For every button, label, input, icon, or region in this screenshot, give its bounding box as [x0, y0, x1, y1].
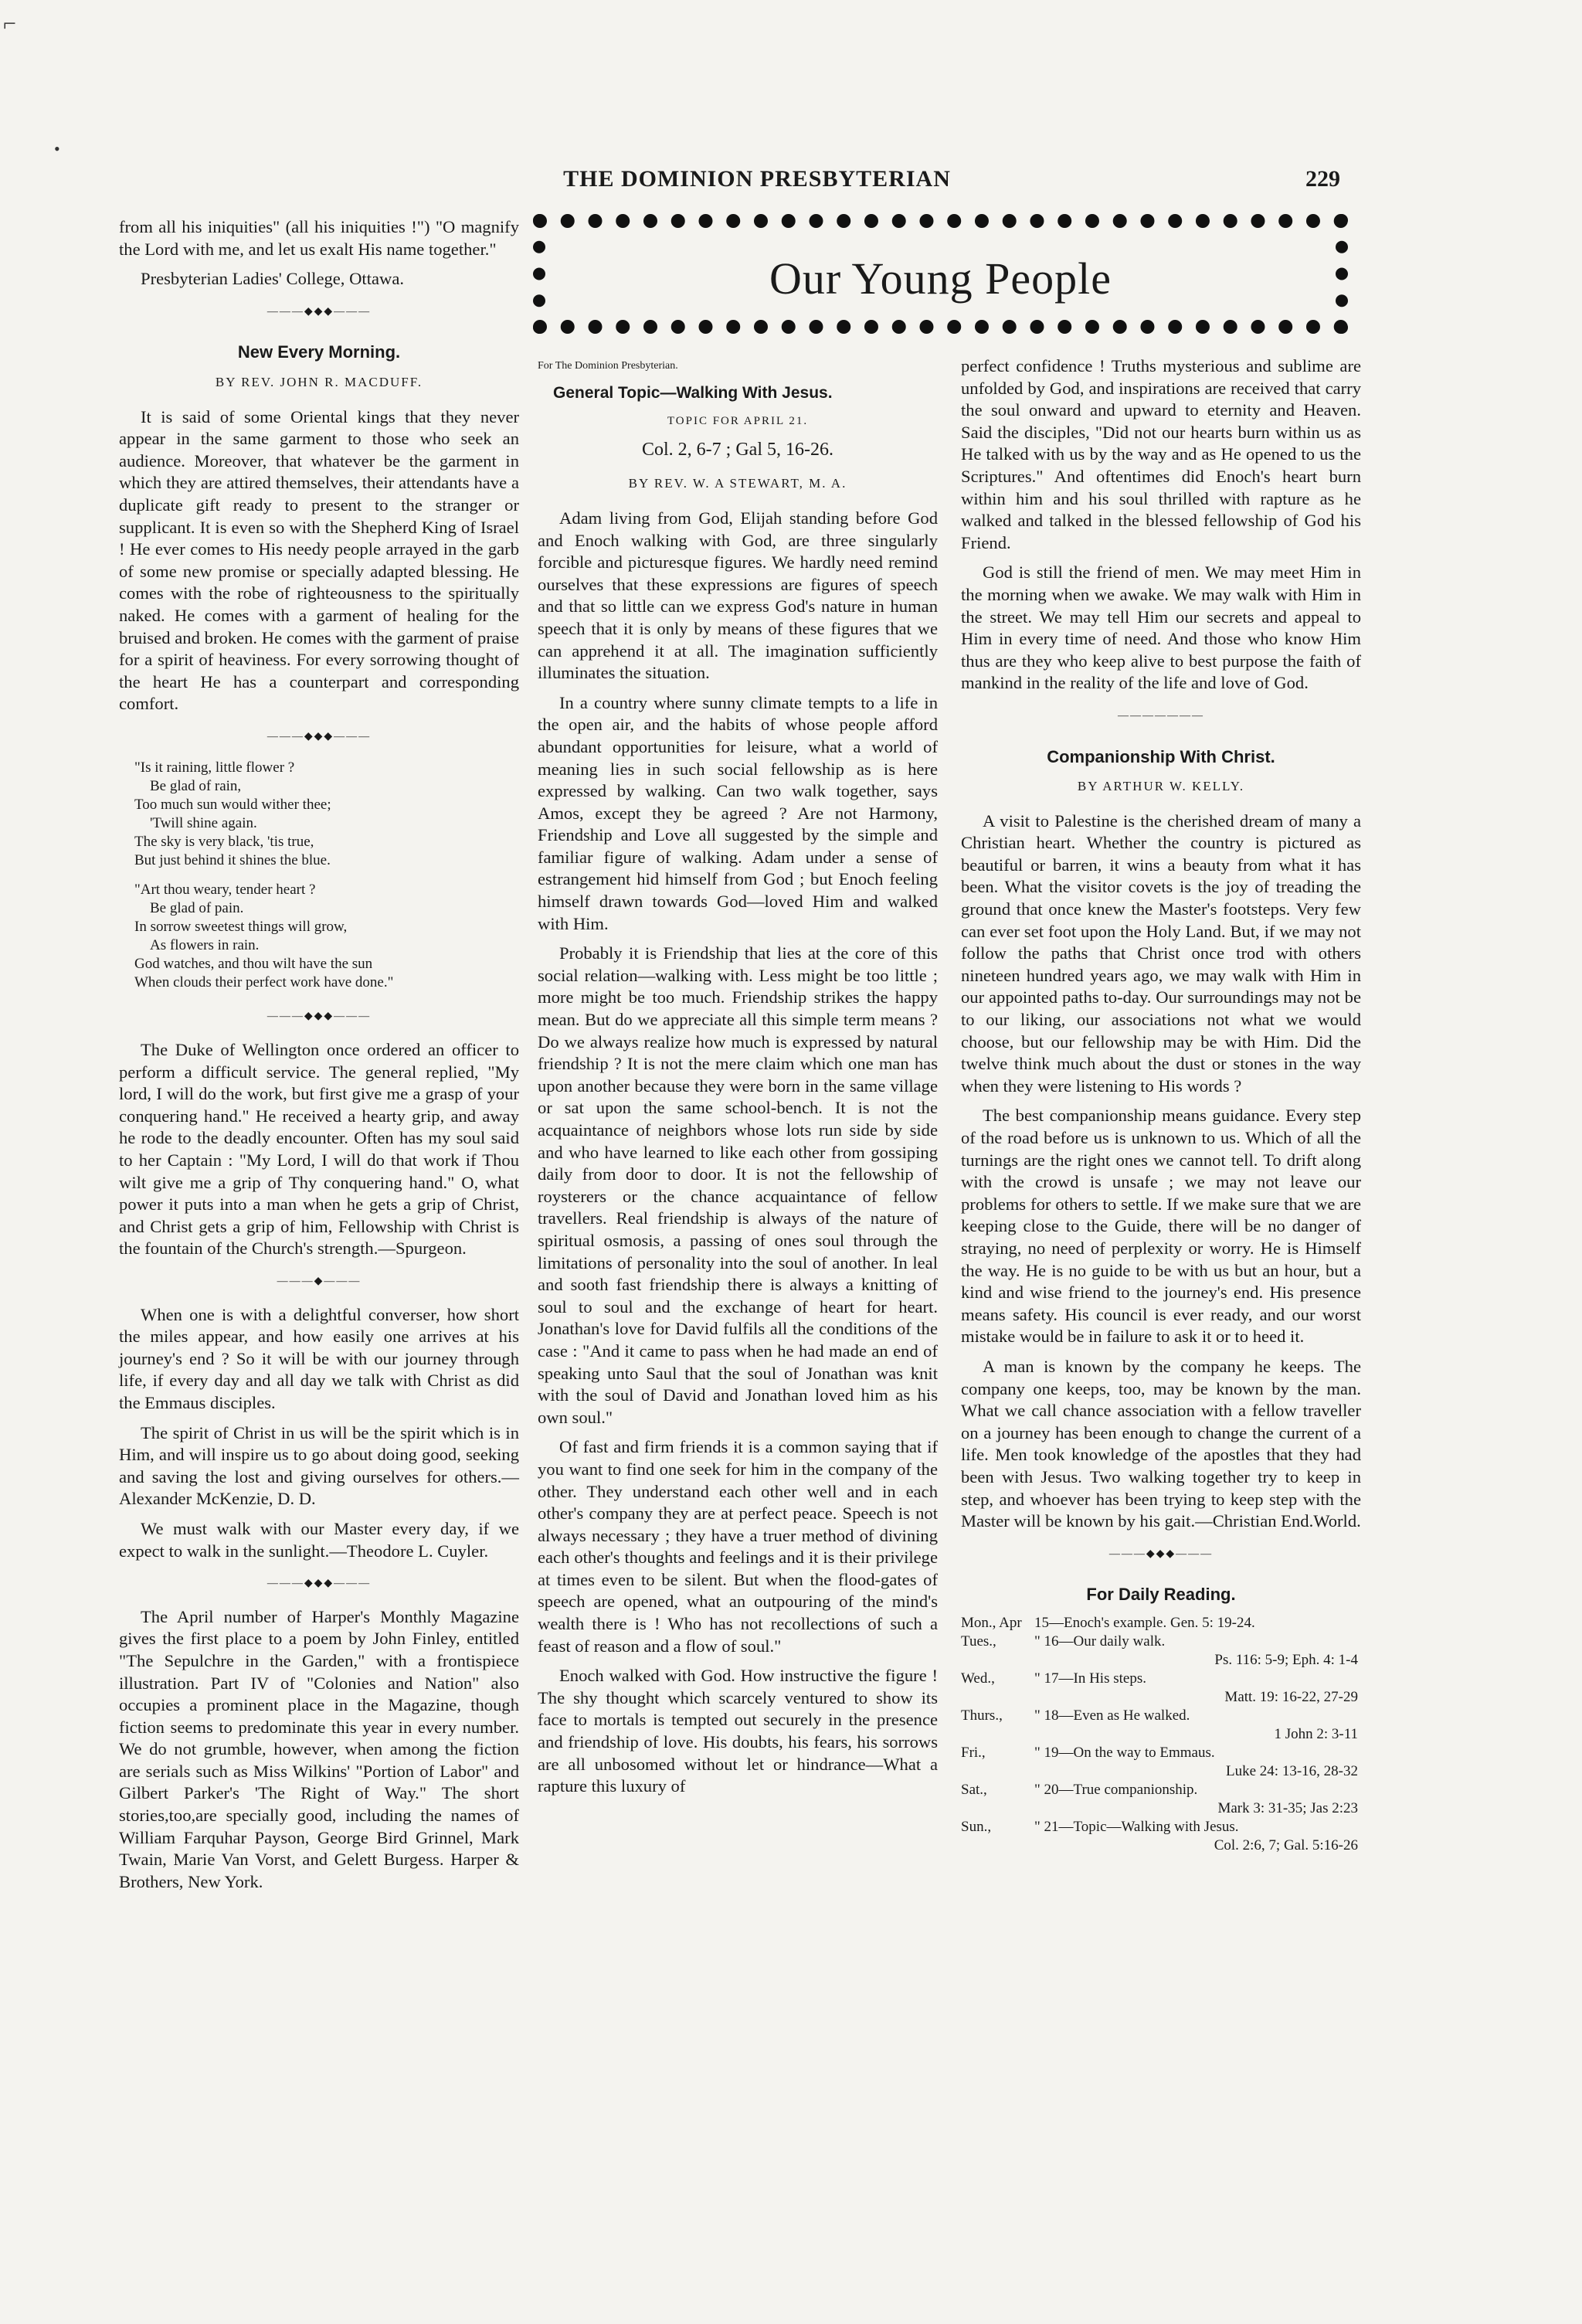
column-middle	[538, 355, 938, 1932]
reading-day: Sat.,	[961, 1781, 987, 1798]
poem-line: Be glad of rain,	[150, 778, 242, 795]
reading-text: " 16—Our daily walk.	[1034, 1633, 1166, 1650]
daily-reading-title: For Daily Reading.	[1086, 1585, 1236, 1605]
reading-item	[961, 1744, 1361, 1781]
reading-item	[961, 1707, 1361, 1744]
reading-text: " 18—Even as He walked.	[1034, 1707, 1190, 1724]
topic-credit: For The Dominion Presbyterian.	[538, 360, 678, 372]
reading-day: Sun.,	[961, 1818, 992, 1835]
poem-stanza	[134, 881, 519, 992]
reading-day: Tues.,	[961, 1633, 996, 1650]
poem-line: God watches, and thou wilt have the sun	[134, 956, 373, 973]
reading-text: " 20—True companionship.	[1034, 1781, 1198, 1798]
reading-ref: Col. 2:6, 7; Gal. 5:16-26	[1214, 1836, 1358, 1853]
reading-ref: Luke 24: 13-16, 28-32	[1226, 1762, 1358, 1779]
article-title-companionship: Companionship With Christ.	[1047, 746, 1275, 766]
topic-paragraph: Probably it is Friendship that lies at the core of this social relation—walking with. Less might be too little ; more might be too much. Friendship strikes the happy mean. But do we appreciate all this simple term means ? Do we always realize how much is expressed by natural friendship ? It is not the mere claim which one man has upon another because they were born in the same village or sat upon the same school-bench. It is not the acquaintance of neighbors whose lots run side by side and who have learned to like each other from gossiping daily from door to door. It is not the fellowship of roysterers or the chance acquaintance of fellow travellers. Real friendship is always of the nature of spiritual osmosis, a passing of ones soul through the limitations of personality into the soul of another. In leal and sooth fast friendship there is always a knitting of soul to soul and the exchange of heart for heart. Jonathan's love for David fulfils all the conditions of the case : "And it came to pass when he had made an end of speaking unto Saul that the soul of Jonathan was knit with the soul of David and Jonathan loved him as his own soul."	[538, 943, 938, 1427]
scan-dot-mark: •	[54, 139, 60, 158]
topic-paragraph: Adam living from God, Elijah standing before God and Enoch walking with God, are three singularly forcible and picturesque figures. We hardly need remind ourselves that these expressions are figures of speech and that so little can we express God's nature in human speech that it is only by means of these figures that we can apprehend it at all. The imagination sufficiently illuminates the situation.	[538, 508, 938, 683]
opening-credit: Presbyterian Ladies' College, Ottawa.	[141, 269, 404, 289]
reading-day: Wed.,	[961, 1670, 995, 1687]
topic-byline: BY REV. W. A STEWART, M. A.	[628, 476, 847, 491]
poem-stanza	[134, 759, 519, 870]
topic-paragraph: Enoch walked with God. How instructive the figure ! The shy thought which scarcely ventured to show its face to mortals is tempted out securely in the presence and friendship of love. His doubts, his fears, his sorrows are all unbosomed without let or hindrance—What a rapture this luxury of	[538, 1666, 938, 1796]
poem-line: Too much sun would wither thee;	[134, 797, 331, 814]
page-number: 229	[1305, 166, 1340, 192]
poem-line: 'Twill shine again.	[150, 815, 257, 832]
poem-line: Be glad of pain.	[150, 900, 244, 917]
section-title: Our Young People	[769, 253, 1112, 304]
poem	[134, 759, 519, 992]
reading-item	[961, 1633, 1361, 1670]
reading-text: " 17—In His steps.	[1034, 1670, 1146, 1687]
topic-continued-paragraph: perfect confidence ! Truths mysterious and sublime are unfolded by God, and inspirations are received that carry the soul onward and upward to eternity and Heaven. Said the disciples, "Did not our hearts burn within us as He talked with us by the way and as He opened to us the Scriptures." And oftentimes did Enoch's heart burn within him and his soul thrilled with rapture as he walked and talked in the blessed fellowship of God his Friend.	[961, 356, 1361, 552]
reading-text: 15—Enoch's example.	[1034, 1614, 1167, 1631]
divider: ———◆◆◆———	[1108, 1548, 1214, 1560]
reading-day: Fri.,	[961, 1744, 986, 1761]
reading-ref: 1 John 2: 3-11	[1274, 1725, 1358, 1742]
poem-line: When clouds their perfect work have done."	[134, 974, 394, 991]
reading-ref: Gen. 5: 19-24.	[1170, 1614, 1255, 1631]
topic-title: General Topic—Walking With Jesus.	[553, 383, 833, 402]
wellington-paragraph: The Duke of Wellington once ordered an officer to perform a difficult service. The general replied, "My lord, I will do the work, but first give me a grasp of your conquering hand." He received a hearty grip, and away he rode to the deadly encounter. Often has my soul said to her Captain : "My Lord, I will do that work if Thou wilt give me a grip of Thy conquering hand." O, what power it puts into a man when he gets a grip of Christ, and Christ gets a grip of him, Fellowship with Christ is the fountain of the Church's strength.—Spurgeon.	[119, 1040, 519, 1259]
divider: ———◆———	[277, 1276, 362, 1287]
poem-line: "Art thou weary, tender heart ?	[134, 882, 316, 899]
reading-text: " 21—Topic—Walking with Jesus.	[1034, 1818, 1239, 1835]
running-head	[0, 166, 1582, 197]
topic-date: TOPIC FOR APRIL 21.	[667, 415, 809, 428]
harpers-paragraph: The April number of Harper's Monthly Magazine gives the first place to a poem by John Finley, entitled "The Sepulchre in the Garden," with a frontispiece illustration. Part IV of "Colonies and Nation" also occupies a prominent place in the Magazine, though fiction seems to predominate this year in every number. We do not grumble, however, when among the fiction are serials such as Miss Wilkins' "Portion of Labor" and Gilbert Parker's 'The Right of Way." The short stories,too,are specially good, including the names of William Farquhar Payson, George Bird Grinnel, Mark Twain, Marie Van Vorst, and Gelett Burgess. Harper & Brothers, New York.	[119, 1606, 519, 1891]
topic-paragraph: Of fast and firm friends it is a common saying that if you want to find one seek for him in the company of the other. They understand each other well and in each other's company they are at perfect peace. Speech is not always necessary ; they have a truer method of divining each other's thoughts and feelings and it is their privilege at times even to be silent. But when the flood-gates of speech are opened, what an outpouring of the mind's wealth there is ! Who has not recollections of such a feast of reason and a flow of soul."	[538, 1437, 938, 1656]
companionship-paragraph: The best companionship means guidance. Every step of the road before us is unknown to us. Which of all the turnings are the right ones we cannot tell. To drift along with the crowd is unsafe ; we may not leave our problems for others to settle. If we make sure that we are keeping close to the Guide, there will be no danger of straying, no need of perplexity or worry. He is Himself the way. He is no guide to be with us but an hour, but a kind and wise friend to the journey's end. His presence means safety. His council is ever ready, and our worst mistake would be in failure to ask it or to heed it.	[961, 1106, 1361, 1347]
divider: ———◆◆◆———	[266, 305, 372, 318]
opening-text: from all his iniquities" (all his iniquities !") "O magnify the Lord with me, and let us exalt His name together."	[119, 217, 519, 259]
reading-item	[961, 1781, 1361, 1818]
reading-ref: Matt. 19: 16-22, 27-29	[1224, 1688, 1358, 1705]
topic-paragraph: In a country where sunny climate tempts to a life in the open air, and the habits of whose people afford abundant opportunities for leisure, what a world of meaning lies in such social fellowship as is here expressed by walking. Can two walk together, says Amos, except they be agreed ? Are not Harmony, Friendship and Love all suggested by the simple and familiar figure of walking. Adam under a sense of estrangement hid himself from God ; but Enoch feeling himself drawn towards God—loved Him and walked with Him.	[538, 692, 938, 933]
reading-item	[961, 1614, 1361, 1633]
divider: ———◆◆◆———	[266, 1578, 372, 1590]
reading-ref: Mark 3: 31-35; Jas 2:23	[1217, 1799, 1358, 1816]
column-right	[961, 355, 1361, 1853]
walk-master-paragraph: We must walk with our Master every day, if we expect to walk in the sunlight.—Theodore L. Cuyler.	[119, 1518, 519, 1561]
reading-item	[961, 1670, 1361, 1707]
divider: ———◆◆◆———	[266, 1011, 372, 1023]
poem-line: In sorrow sweetest things will grow,	[134, 919, 348, 936]
article-body: It is said of some Oriental kings that they never appear in the same garment to those who seek an audience. Moreover, that whatever be the garment in which they are attired themselves, their attendants have a duplicate gift ready to present to the stranger or supplicant. It is even so with the Shepherd King of Israel ! He ever comes to His needy people arrayed in the garb of some new promise or specially adapted blessing. He comes with the robe of righteousness to the spiritually naked. He comes with a garment of healing for the bruised and broken. He comes with the garment of praise for a spirit of heaviness. For every sorrowing thought of the heart He has a counterpart and corresponding comfort.	[119, 406, 519, 714]
topic-scripture: Col. 2, 6-7 ; Gal 5, 16-26.	[642, 439, 833, 460]
poem-line: But just behind it shines the blue.	[134, 852, 331, 869]
reading-ref: Ps. 116: 5-9; Eph. 4: 1-4	[1214, 1651, 1358, 1668]
column-left	[119, 216, 519, 2086]
reading-item	[961, 1818, 1361, 1855]
topic-continued-paragraph: God is still the friend of men. We may meet Him in the morning when we awake. We may walk with Him in the street. We may tell Him our secrets and appeal to Him in every time of need. And those who know Him thus are they who keep alive to best purpose the faith of mankind in the reality of the life and love of God.	[961, 562, 1361, 693]
article-byline: BY ARTHUR W. KELLY.	[1077, 779, 1245, 794]
article-title-new-every-morning: New Every Morning.	[237, 342, 401, 362]
reading-day: Mon., Apr	[961, 1614, 1022, 1631]
poem-line: As flowers in rain.	[150, 937, 260, 954]
poem-line: "Is it raining, little flower ?	[134, 759, 295, 776]
scan-corner-mark: ⌐	[3, 11, 16, 36]
reading-day: Thurs.,	[961, 1707, 1003, 1724]
divider: ———◆◆◆———	[266, 730, 372, 742]
article-byline: BY REV. JOHN R. MACDUFF.	[215, 374, 423, 389]
spirit-paragraph: The spirit of Christ in us will be the spirit which is in Him, and will inspire us to go about doing good, seeking and saving the lost and giving ourselves for others.—Alexander McKenzie, D. D.	[119, 1422, 519, 1509]
section-banner	[533, 214, 1348, 334]
reading-text: " 19—On the way to Emmaus.	[1034, 1744, 1215, 1761]
poem-line: The sky is very black, 'tis true,	[134, 834, 314, 851]
companionship-paragraph: A man is known by the company he keeps. The company one keeps, too, may be known by the man. What we call chance association with a fellow traveller on a journey has been enough to change the current of a life. Men took knowledge of the apostles that they had been with Jesus. Two walking together try to keep in step, and whoever has been trying to keep step with the Master will be known by his gait.—Christian End.World.	[961, 1356, 1361, 1531]
daily-reading-list	[961, 1614, 1361, 1855]
companionship-paragraph: A visit to Palestine is the cherished dream of many a Christian heart. Whether the country is pictured as beautiful or barren, it wins a beauty from what it has been. What the visitor covets is the joy of treading the ground that once knew the Master's footsteps. Very few can ever set foot upon the Holy Land. But, if we may not follow the paths that Christ once trod with others nineteen hundred years ago, we may walk with Him in our appointed paths to-day. Our surroundings may not be to our liking, our associations not what we would choose, but our fellowship may be with Him. Did the twelve think much about the dust or stones in the way when they were listening to His words ?	[961, 810, 1361, 1096]
divider: ———————	[1118, 709, 1204, 722]
converser-paragraph: When one is with a delightful converser, how short the miles appear, and how easily one arrives at his journey's end ? So it will be with our journey through life, if every day and all day we talk with Christ as did the Emmaus disciples.	[119, 1304, 519, 1412]
running-title: THE DOMINION PRESBYTERIAN	[563, 166, 951, 192]
